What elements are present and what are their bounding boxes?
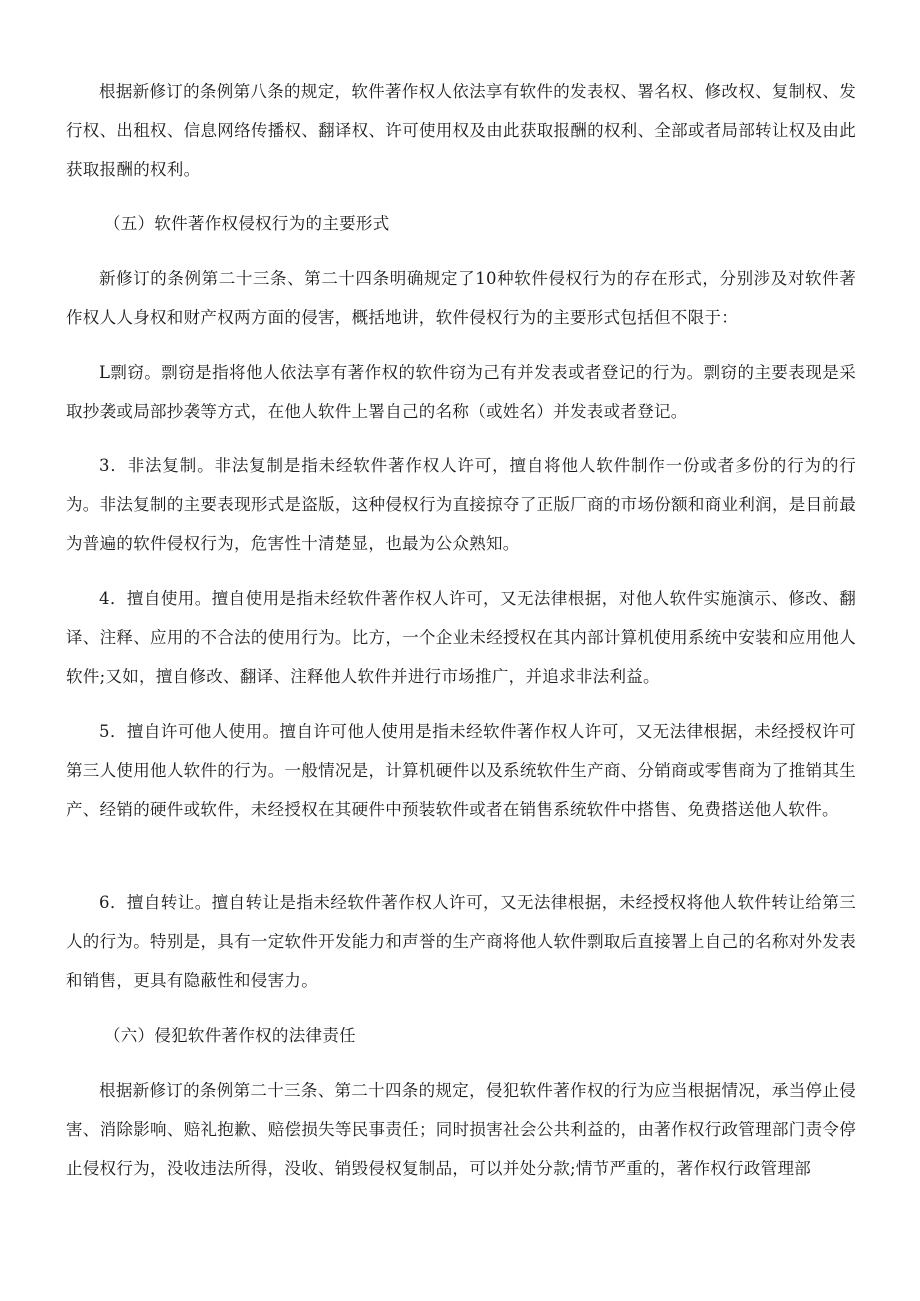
section-heading-five: （五）软件著作权侵权行为的主要形式 — [103, 214, 390, 233]
paragraph-unauthorized-transfer: 6．擅自转让。擅自转让是指未经软件著作权人许可，又无法律根据，未经授权将他人软件转让给第三人的行为。特别是，具有一定软件开发能力和声誉的生产商将他人软件剽取后直接署上自己的名称对外发表和销售，更具有隐蔽性和侵害力。 — [66, 893, 856, 990]
section-heading-six: （六）侵犯软件著作权的法律责任 — [103, 1026, 356, 1045]
paragraph-author-rights: 根据新修订的条例第八条的规定，软件著作权人依法享有软件的发表权、署名权、修改权、复制权、发行权、出租权、信息网络传播权、翻译权、许可使用权及由此获取报酬的权利、全部或者局部转让权及由此获取报酬的权利。 — [66, 82, 856, 179]
paragraph-plagiarism: L剽窃。剽窃是指将他人依法享有著作权的软件窃为己有并发表或者登记的行为。剽窃的主要表现是采取抄袭或局部抄袭等方式，在他人软件上署自己的名称（或姓名）并发表或者登记。 — [66, 363, 856, 421]
paragraph-unauthorized-use: 4．擅自使用。擅自使用是指未经软件著作权人许可，又无法律根据，对他人软件实施演示、修改、翻译、注释、应用的不合法的使用行为。比方，一个企业未经授权在其内部计算机使用系统中安装和应用他人软件;又如，擅自修改、翻译、注释他人软件并进行市场推广，并追求非法利益。 — [66, 589, 856, 686]
paragraph-infringement-intro: 新修订的条例第二十三条、第二十四条明确规定了10种软件侵权行为的存在形式，分别涉及对软件著作权人人身权和财产权两方面的侵害，概括地讲，软件侵权行为的主要形式包括但不限于： — [66, 269, 856, 327]
paragraph-unauthorized-license: 5．擅自许可他人使用。擅自许可他人使用是指未经软件著作权人许可，又无法律根据，未经授权许可第三人使用他人软件的行为。一般情况是，计算机硬件以及系统软件生产商、分销商或零售商为了推销其生产、经销的硬件或软件，未经授权在其硬件中预装软件或者在销售系统软件中搭售、免费搭送他人软件。 — [66, 722, 856, 819]
paragraph-legal-liability: 根据新修订的条例第二十三条、第二十四条的规定，侵犯软件著作权的行为应当根据情况，承当停止侵害、消除影响、赔礼抱歉、赔偿损失等民事责任；同时损害社会公共利益的，由著作权行政管理部门责令停止侵权行为，没收违法所得，没收、销毁侵权复制品，可以并处分款;情节严重的，著作权行政管理部 — [66, 1081, 856, 1178]
paragraph-illegal-copy: 3．非法复制。非法复制是指未经软件著作权人许可，擅自将他人软件制作一份或者多份的行为的行为。非法复制的主要表现形式是盗版，这种侵权行为直接掠夺了正版厂商的市场份额和商业利润，是目前最为普遍的软件侵权行为，危害性十清楚显，也最为公众熟知。 — [66, 456, 856, 553]
